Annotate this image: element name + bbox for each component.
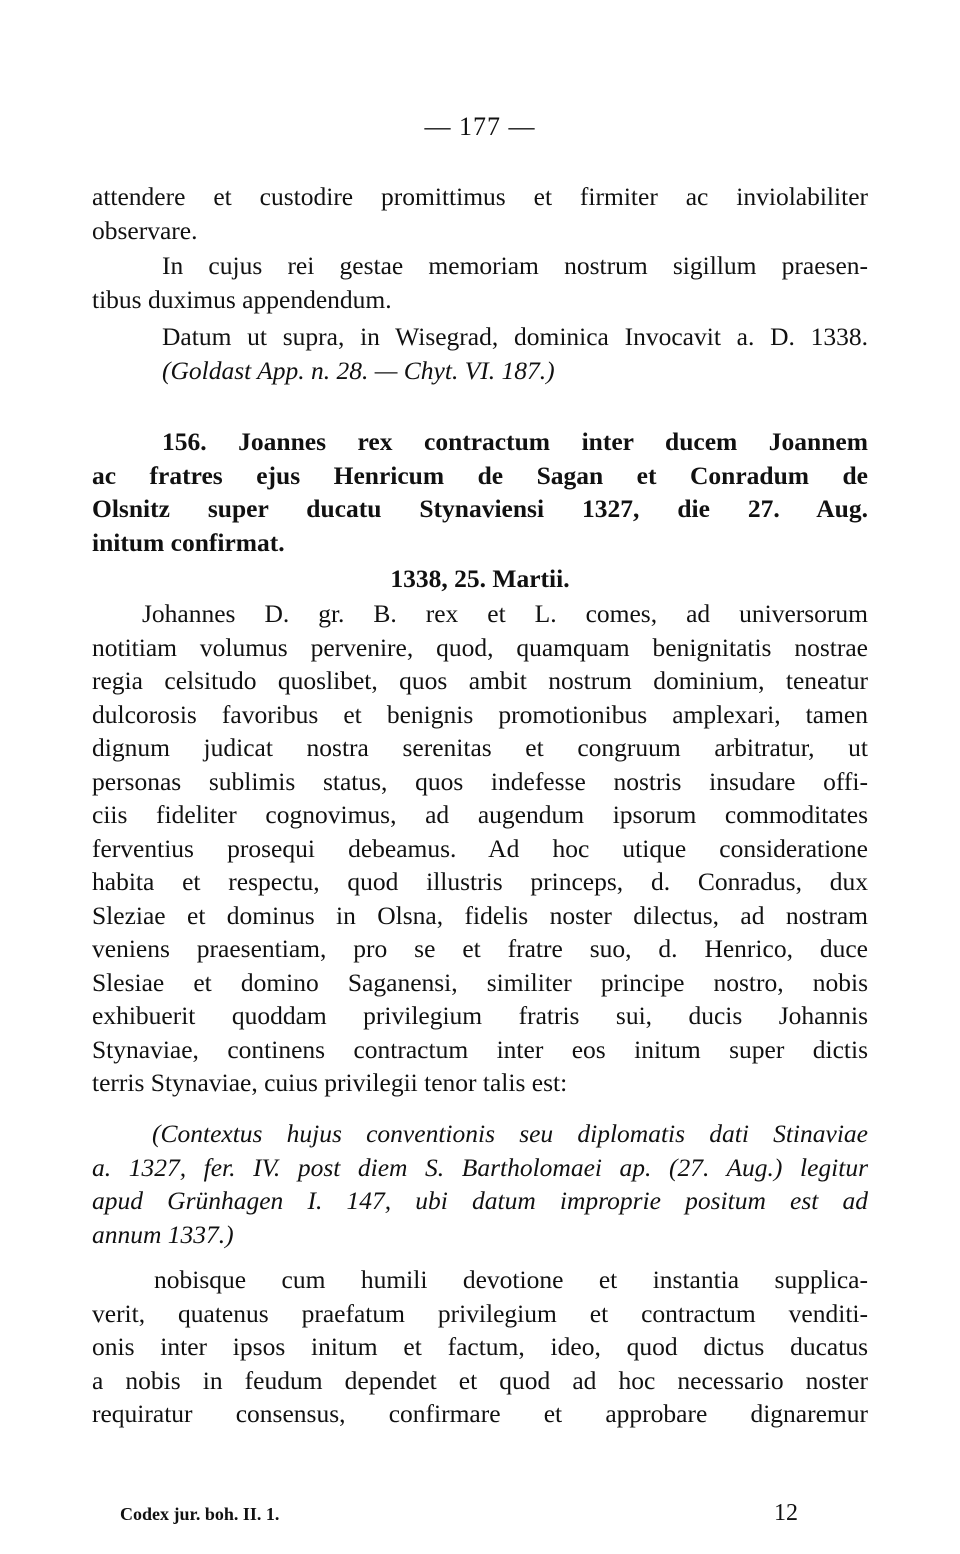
text-line: tibus duximus appendendum. — [92, 284, 392, 314]
heading-line: initum confirmat. — [92, 527, 285, 557]
text-line: observare. — [92, 215, 198, 245]
text-line: dulcorosis favoribus et benignis promotionibus amplexari, tamen — [92, 699, 868, 729]
text-line: dignum judicat nostra serenitas et congruum arbitratur, ut — [92, 733, 868, 762]
paragraph-closing — [92, 180, 868, 247]
text-line: Datum ut supra, in Wisegrad, dominica Invocavit a. D. 1338. — [162, 322, 868, 351]
gathering-number: 12 — [774, 1500, 798, 1526]
document-body — [92, 597, 868, 1100]
text-line: requiratur consensus, confirmare et approbare dignaremur — [92, 1399, 868, 1428]
source-citation: (Goldast App. n. 28. — Chyt. VI. 187.) — [162, 355, 555, 385]
text-line: exhibuerit quoddam privilegium fratris sui, ducis Johannis — [92, 1001, 868, 1030]
document-date — [92, 562, 868, 596]
page-number: — 177 — — [424, 112, 536, 141]
text-line: verit, quatenus praefatum privilegium et contractum venditi- — [92, 1298, 868, 1328]
text-line: ferventius prosequi debeamus. Ad hoc utique consideratione — [92, 833, 868, 863]
heading-line: ac fratres ejus Henricum de Sagan et Conradum de — [92, 460, 868, 490]
text-line: Johannes D. gr. B. rex et L. comes, ad universorum — [142, 599, 868, 628]
text-line: ciis fideliter cognovimus, ad augendum ipsorum commoditates — [92, 800, 868, 829]
document-heading — [92, 425, 868, 559]
signature-mark: Codex jur. boh. II. 1. — [120, 1504, 280, 1524]
date-line: 1338, 25. Martii. — [390, 564, 570, 593]
text-line: Stynaviae, continens contractum inter eos initum super dictis — [92, 1034, 868, 1064]
text-line: personas sublimis status, quos indefesse nostris insudare offi- — [92, 766, 868, 796]
text-line: veniens praesentiam, pro se et fratre suo, d. Henrico, duce — [92, 934, 868, 963]
text-line: notitiam volumus pervenire, quod, quamquam benignitatis nostrae — [92, 632, 868, 662]
paragraph-sealing — [92, 249, 868, 316]
text-line: terris Stynaviae, cuius privilegii tenor talis est: — [92, 1068, 568, 1097]
text-line: nobisque cum humili devotione et instantia supplica- — [154, 1265, 868, 1294]
note-line: a. 1327, fer. IV. post diem S. Bartholomaei ap. (27. Aug.) legitur — [92, 1152, 868, 1182]
text-line: Slesiae et domino Saganensi, similiter principe nostro, nobis — [92, 967, 868, 997]
note-line: (Contextus hujus conventionis seu diplomatis dati Stinaviae — [152, 1119, 868, 1148]
heading-line: Olsnitz super ducatu Stynaviensi 1327, die 27. Aug. — [92, 494, 868, 523]
text-line: In cujus rei gestae memoriam nostrum sigillum praesen- — [162, 251, 868, 280]
text-line: a nobis in feudum dependet et quod ad hoc necessario noster — [92, 1365, 868, 1395]
text-line: habita et respectu, quod illustris princeps, d. Conradus, dux — [92, 867, 868, 896]
text-line: onis inter ipsos initum et factum, ideo, quod dictus ducatus — [92, 1332, 868, 1361]
heading-line: 156. Joannes rex contractum inter ducem Joannem — [162, 427, 868, 456]
editorial-note — [92, 1117, 868, 1251]
note-line: annum 1337.) — [92, 1219, 234, 1249]
text-line: Sleziae et dominus in Olsna, fidelis noster dilectus, ad nostram — [92, 900, 868, 930]
paragraph-continuation — [92, 1263, 868, 1431]
note-line: apud Grünhagen I. 147, ubi datum improprie positum est ad — [92, 1186, 868, 1215]
text-line: attendere et custodire promittimus et firmiter ac inviolabiliter — [92, 182, 868, 211]
paragraph-datum — [92, 320, 868, 387]
text-line: regia celsitudo quoslibet, quos ambit nostrum dominium, teneatur — [92, 666, 868, 695]
